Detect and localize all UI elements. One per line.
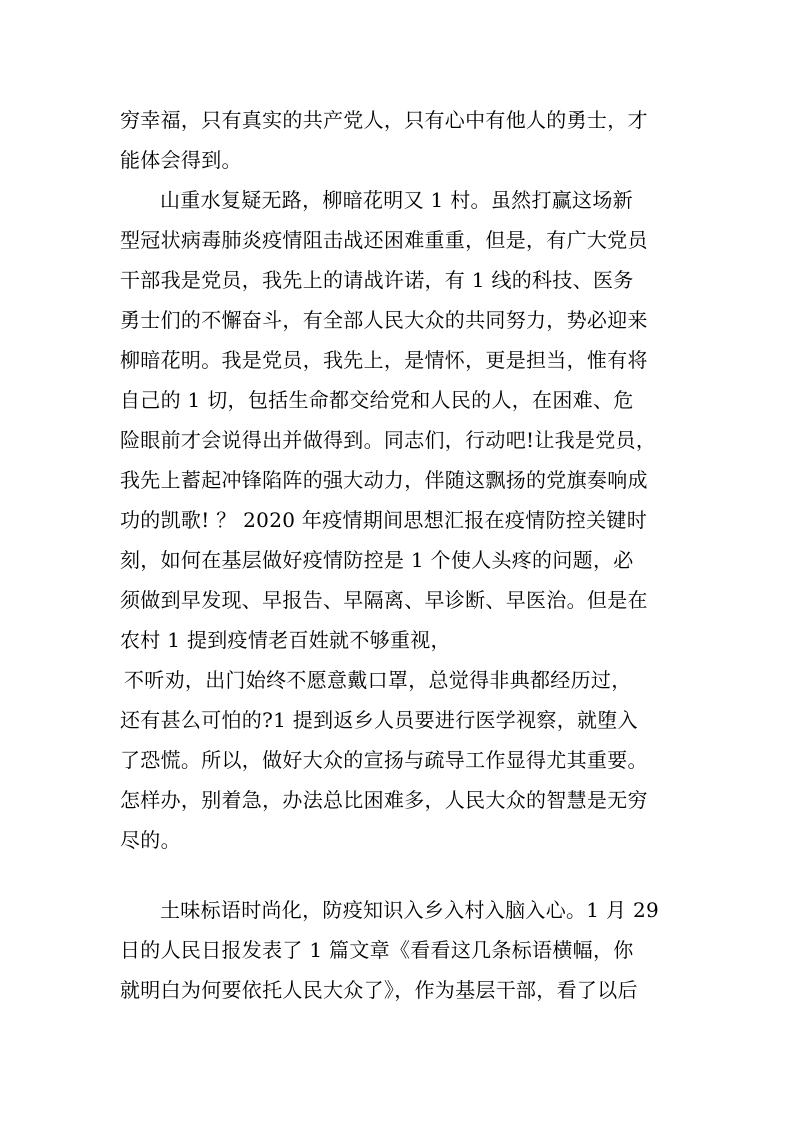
text-line: 能体会得到。 (120, 148, 242, 172)
text-line: 农村 1 提到疫情老百姓就不够重视， (120, 628, 451, 652)
text-line: 土味标语时尚化，防疫知识入乡入村入脑入心。1 月 29 (160, 898, 659, 922)
text-line: 自己的 1 切，包括生命都交给党和人民的人，在困难、危 (120, 388, 634, 412)
text-line: 日的人民日报发表了 1 篇文章《看看这几条标语横幅，你 (120, 938, 634, 962)
text-line: 须做到早发现、早报告、早隔离、早诊断、早医治。但是在 (120, 588, 648, 612)
text-line: 穷幸福，只有真实的共产党人，只有心中有他人的勇士，才 (120, 108, 648, 132)
text-line: 勇士们的不懈奋斗，有全部人民大众的共同努力，势必迎来 (120, 308, 648, 332)
text-line: 还有甚么可怕的?1 提到返乡人员要进行医学视察，就堕入 (120, 708, 638, 732)
text-line: 干部我是党员，我先上的请战许诺，有 1 线的科技、医务 (120, 268, 634, 292)
text-line: 了恐慌。所以，做好大众的宣扬与疏导工作显得尤其重要。 (120, 748, 648, 772)
text-line: 功的凯歌! ？ 2020 年疫情期间思想汇报在疫情防控关键时 (120, 508, 648, 532)
text-line: 我先上蓄起冲锋陷阵的强大动力，伴随这飘扬的党旗奏响成 (120, 468, 648, 492)
text-line: 不听劝，出门始终不愿意戴口罩，总觉得非典都经历过， (124, 668, 632, 692)
text-line: 怎样办，别着急，办法总比困难多，人民大众的智慧是无穷 (120, 788, 648, 812)
text-line: 柳暗花明。我是党员，我先上，是情怀，更是担当，惟有将 (120, 348, 648, 372)
text-line: 尽的。 (120, 828, 181, 852)
text-line: 就明白为何要依托人民大众了》，作为基层干部，看了以后 (120, 978, 638, 1002)
text-line: 险眼前才会说得出并做得到。同志们，行动吧!让我是党员， (120, 428, 657, 452)
text-line: 刻，如何在基层做好疫情防控是 1 个使人头疼的问题，必 (120, 548, 634, 572)
text-line: 山重水复疑无路，柳暗花明又 1 村。虽然打赢这场新 (160, 188, 633, 212)
text-line: 型冠状病毒肺炎疫情阻击战还困难重重，但是，有广大党员 (120, 228, 648, 252)
